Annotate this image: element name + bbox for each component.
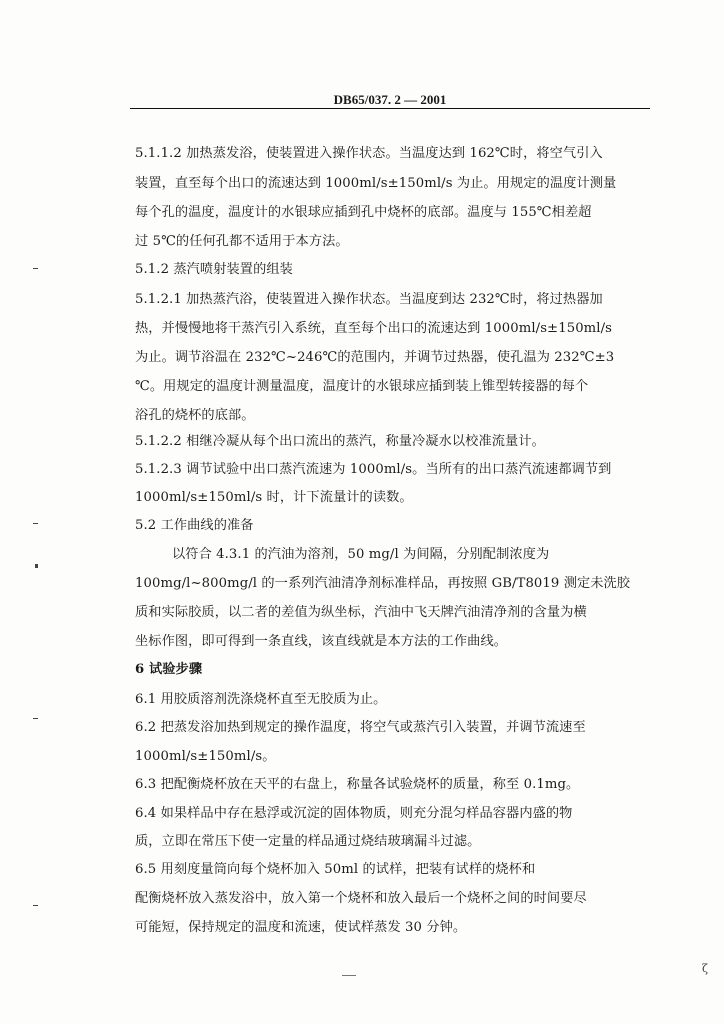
step-6-5-line-3: 可能短，保持规定的温度和流速，使试样蒸发 30 分钟。 (135, 920, 467, 935)
para-5-1-2-3-line-2: 1000ml/s±150ml/s 时，计下流量计的读数。 (135, 490, 413, 505)
step-6-2-line-2: 1000ml/s±150ml/s。 (135, 749, 276, 764)
step-6-5-line-1: 6.5 用刻度量筒向每个烧杯加入 50ml 的试样，把装有试样的烧杯和 (135, 862, 536, 877)
para-5-1-2-1-line-4: ℃。用规定的温度计测量温度，温度计的水银球应插到装上锥型转接器的每个 (135, 379, 589, 394)
para-5-1-2-1-line-1: 5.1.2.1 加热蒸汽浴，使装置进入操作状态。当温度到达 232℃时，将过热器加 (135, 292, 603, 307)
para-5-1-2-1-line-5: 浴孔的烧杯的底部。 (135, 408, 255, 423)
margin-glyph: ζ (702, 962, 708, 975)
step-6-4-line-2: 质，立即在常压下使一定量的样品通过烧结玻璃漏斗过滤。 (135, 834, 481, 849)
scan-mark (35, 564, 38, 568)
scan-mark (33, 268, 38, 269)
para-5-2-line-3: 质和实际胶质，以二者的差值为纵坐标，汽油中飞天牌汽油清净剂的含量为横 (135, 605, 587, 620)
scan-mark (33, 905, 38, 906)
step-6-5-line-2: 配衡烧杯放入蒸发浴中，放入第一个烧杯和放入最后一个烧杯之间的时间要尽 (135, 891, 587, 906)
step-6-1: 6.1 用胶质溶剂洗涤烧杯直至无胶质为止。 (135, 692, 387, 707)
document-header-id: DB65/037. 2 — 2001 (333, 92, 447, 107)
step-6-4-line-1: 6.4 如果样品中存在悬浮或沉淀的固体物质，则充分混匀样品容器内盛的物 (135, 806, 573, 821)
section-5-1-2-heading: 5.1.2 蒸汽喷射装置的组装 (135, 262, 293, 277)
para-5-1-2-2: 5.1.2.2 相继冷凝从每个出口流出的蒸汽，称量冷凝水以校准流量计。 (135, 434, 545, 449)
scan-mark (33, 718, 38, 719)
footer-dash (342, 975, 356, 976)
header-rule (130, 108, 650, 109)
para-5-1-1-2-line-4: 过 5℃的任何孔都不适用于本方法。 (135, 234, 349, 249)
para-5-1-1-2-line-2: 装置，直至每个出口的流速达到 1000ml/s±150ml/s 为止。用规定的温度计测量 (135, 176, 617, 191)
para-5-1-2-1-line-2: 热，并慢慢地将干蒸汽引入系统，直至每个出口的流速达到 1000ml/s±150ml/s (135, 321, 613, 336)
para-5-2-line-2: 100mg/l~800mg/l 的一系列汽油清净剂标准样品，再按照 GB/T8019 测定未洗胶 (135, 576, 631, 591)
para-5-2-line-4: 坐标作图，即可得到一条直线，该直线就是本方法的工作曲线。 (135, 634, 508, 649)
step-6-3: 6.3 把配衡烧杯放在天平的右盘上，称量各试验烧杯的质量，称至 0.1mg。 (135, 777, 580, 792)
section-6-heading: 6 试验步骤 (135, 662, 203, 677)
para-5-1-2-3-line-1: 5.1.2.3 调节试验中出口蒸汽流速为 1000ml/s。当所有的出口蒸汽流速都调节到 (135, 462, 612, 477)
para-5-1-1-2-line-1: 5.1.1.2 加热蒸发浴，使装置进入操作状态。当温度达到 162℃时，将空气引入 (135, 146, 603, 161)
step-6-2-line-1: 6.2 把蒸发浴加热到规定的操作温度，将空气或蒸汽引入装置，并调节流速至 (135, 720, 586, 735)
para-5-1-2-1-line-3: 为止。调节浴温在 232℃~246℃的范围内，并调节过热器，使孔温为 232℃±3 (135, 350, 615, 365)
section-5-2-heading: 5.2 工作曲线的准备 (135, 518, 254, 533)
para-5-1-1-2-line-3: 每个孔的温度，温度计的水银球应插到孔中烧杯的底部。温度与 155℃相差超 (135, 205, 592, 220)
scan-mark (33, 523, 38, 524)
para-5-2-line-1: 以符合 4.3.1 的汽油为溶剂，50 mg/l 为间隔，分别配制浓度为 (172, 547, 550, 562)
